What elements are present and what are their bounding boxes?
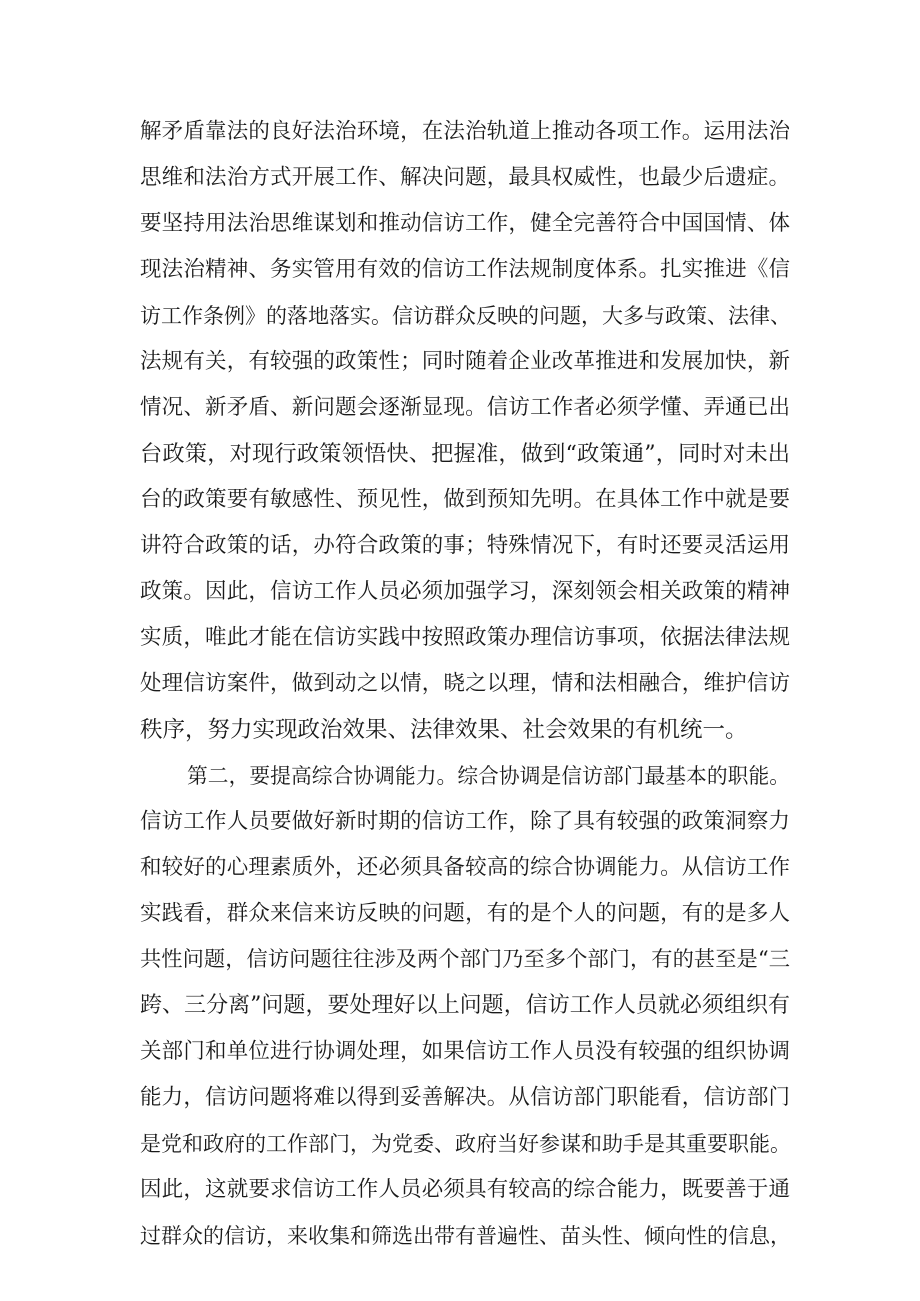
text-line: 共性问题，信访问题往往涉及两个部门乃至多个部门，有的甚至是“三 [140, 947, 790, 972]
text-line: 处理信访案件，做到动之以情，晓之以理，情和法相融合，维护信访 [140, 671, 790, 696]
text-line: 是党和政府的工作部门，为党委、政府当好参谋和助手是其重要职能。 [140, 1132, 791, 1156]
text-line: 跨、三分离”问题，要处理好以上问题，信访工作人员就必须组织有 [140, 993, 790, 1018]
text-line: 现法治精神、务实管用有效的信访工作法规制度体系。扎实推进《信 [140, 257, 790, 282]
text-line: 过群众的信访，来收集和筛选出带有普遍性、苗头性、倾向性的信息， [140, 1224, 791, 1248]
text-line: 实践看，群众来信来访反映的问题，有的是个人的问题，有的是多人 [140, 901, 790, 926]
text-line: 讲符合政策的话，办符合政策的事；特殊情况下，有时还要灵活运用 [140, 533, 790, 558]
text-line: 关部门和单位进行协调处理，如果信访工作人员没有较强的组织协调 [140, 1039, 790, 1064]
text-line: 访工作条例》的落地落实。信访群众反映的问题，大多与政策、法律、 [140, 304, 791, 328]
text-line: 法规有关，有较强的政策性；同时随着企业改革推进和发展加快，新 [140, 349, 790, 374]
text-line: 实质，唯此才能在信访实践中按照政策办理信访事项，依据法律法规 [140, 625, 790, 650]
text-line: 情况、新矛盾、新问题会逐渐显现。信访工作者必须学懂、弄通已出 [140, 395, 790, 420]
text-line: 因此，这就要求信访工作人员必须具有较高的综合能力，既要善于通 [140, 1177, 790, 1202]
text-line: 能力，信访问题将难以得到妥善解决。从信访部门职能看，信访部门 [140, 1085, 790, 1110]
text-line: 秩序，努力实现政治效果、法律效果、社会效果的有机统一。 [140, 717, 748, 743]
text-line: 解矛盾靠法的良好法治环境，在法治轨道上推动各项工作。运用法治 [140, 119, 790, 144]
text-line: 要坚持用法治思维谋划和推动信访工作，健全完善符合中国国情、体 [140, 211, 790, 236]
text-line: 台政策，对现行政策领悟快、把握准，做到“政策通”，同时对未出 [140, 441, 790, 467]
text-line: 和较好的心理素质外，还必须具备较高的综合协调能力。从信访工作 [140, 855, 790, 880]
paragraph-first-line: 第二，要提高综合协调能力。综合协调是信访部门最基本的职能。 [187, 764, 790, 788]
text-line: 台的政策要有敏感性、预见性，做到预知先明。在具体工作中就是要 [140, 487, 790, 512]
text-line: 政策。因此，信访工作人员必须加强学习，深刻领会相关政策的精神 [140, 579, 790, 604]
text-line: 信访工作人员要做好新时期的信访工作，除了具有较强的政策洞察力 [140, 809, 790, 834]
text-line: 思维和法治方式开展工作、解决问题，最具权威性，也最少后遗症。 [140, 165, 790, 190]
